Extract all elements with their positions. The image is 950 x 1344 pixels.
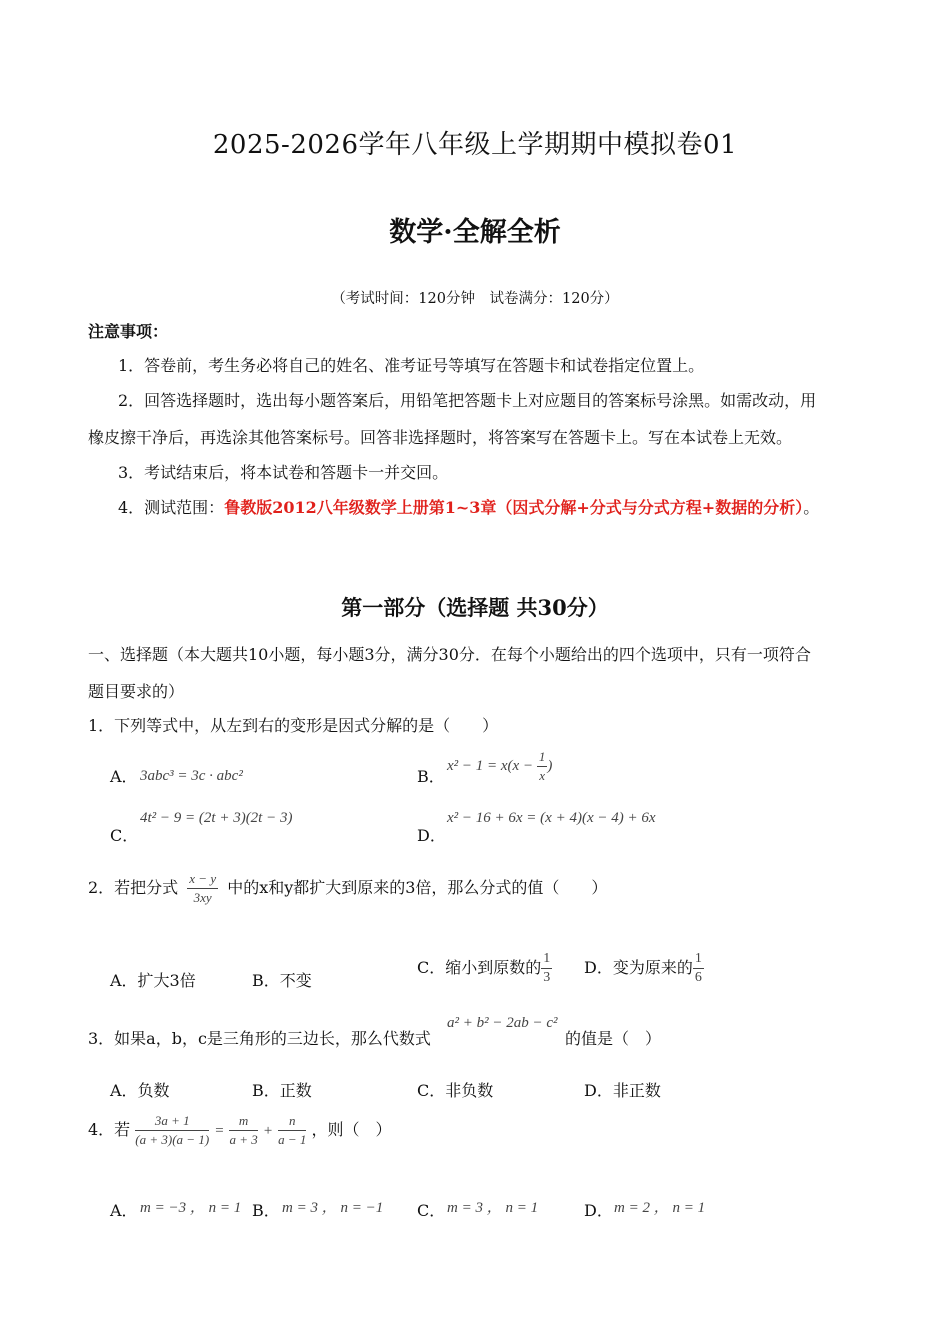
q3-option-d: D．非正数 bbox=[584, 1081, 661, 1100]
q2-c-den: 3 bbox=[543, 970, 551, 985]
q3-option-c: C．非负数 bbox=[417, 1081, 494, 1100]
q2-d-fraction bbox=[693, 950, 704, 987]
q2-fraction bbox=[187, 870, 218, 907]
q4-t2-num: n bbox=[278, 1112, 306, 1131]
q1-option-b-label: B． bbox=[417, 767, 445, 786]
notice-item-2-line-1: 2．回答选择题时，选出每小题答案后，用铅笔把答题卡上对应题目的答案标号涂黑。如需改动，用 bbox=[118, 391, 817, 410]
q4-option-b-label: B． bbox=[252, 1201, 280, 1220]
page-subtitle: 数学·全解全析 bbox=[389, 217, 561, 248]
q4-t1-num: m bbox=[229, 1112, 257, 1131]
q2-frac-den: 3xy bbox=[193, 890, 212, 905]
notice-item-1: 1．答卷前，考生务必将自己的姓名、准考证号等填写在答题卡和试卷指定位置上。 bbox=[118, 356, 705, 375]
notice-item-2-line-2: 橡皮擦干净后，再选涂其他答案标号。回答非选择题时，将答案写在答题卡上。写在本试卷上无效。 bbox=[88, 428, 793, 447]
q2-option-a: A．扩大3倍 bbox=[110, 971, 196, 990]
question-4-stem bbox=[88, 1112, 391, 1149]
q4-stem-prefix: 4．若 bbox=[88, 1120, 131, 1139]
q4-plus: + bbox=[262, 1123, 273, 1139]
q3-stem-suffix: 的值是（ ） bbox=[565, 1029, 662, 1048]
question-2-stem bbox=[88, 870, 607, 907]
q4-option-d-label: D． bbox=[584, 1201, 613, 1220]
q3-option-b: B．正数 bbox=[252, 1081, 312, 1100]
q2-option-d bbox=[584, 950, 704, 987]
q4-lhs-den: (a + 3)(a − 1) bbox=[135, 1132, 210, 1147]
q1-b-right: ) bbox=[547, 757, 553, 774]
q1-option-c-label: C． bbox=[110, 826, 139, 845]
q2-c-fraction bbox=[541, 950, 552, 987]
q4-lhs-fraction bbox=[135, 1112, 209, 1149]
q2-option-d-text: D．变为原来的 bbox=[584, 958, 693, 977]
q4-option-c-expr: m = 3 ， n = 1 bbox=[447, 1200, 539, 1216]
q4-equals: = bbox=[214, 1123, 225, 1139]
q4-term2-fraction bbox=[278, 1112, 306, 1149]
notice-item-4-prefix: 4．测试范围： bbox=[118, 498, 225, 517]
q1-b-frac-den: x bbox=[539, 768, 545, 783]
q3-option-a: A．负数 bbox=[110, 1081, 170, 1100]
q1-option-a-expr: 3abc³ = 3c · abc² bbox=[140, 768, 243, 784]
section-instructions-line-2: 题目要求的） bbox=[88, 682, 185, 701]
q4-option-c-label: C． bbox=[417, 1201, 446, 1220]
q1-b-left: x² − 1 = x(x − bbox=[447, 757, 534, 774]
q4-option-b-expr: m = 3 ， n = −1 bbox=[282, 1200, 384, 1216]
q2-stem-prefix: 2．若把分式 bbox=[88, 878, 179, 897]
q1-b-frac-num: 1 bbox=[537, 748, 548, 767]
notice-item-3: 3．考试结束后，将本试卷和答题卡一并交回。 bbox=[118, 463, 449, 482]
q2-frac-num: x − y bbox=[187, 870, 218, 889]
notice-item-4 bbox=[118, 498, 819, 518]
q2-d-num: 1 bbox=[693, 950, 704, 969]
part-one-title: 第一部分（选择题 共30分） bbox=[341, 595, 609, 620]
section-instructions-line-1: 一、选择题（本大题共10小题，每小题3分，满分30分．在每个小题给出的四个选项中，只有一项符合 bbox=[88, 645, 811, 664]
q4-t1-den: a + 3 bbox=[229, 1132, 258, 1147]
q2-option-b: B．不变 bbox=[252, 971, 312, 990]
q1-option-d-expr: x² − 16 + 6x = (x + 4)(x − 4) + 6x bbox=[447, 810, 656, 826]
notice-item-4-suffix: 。 bbox=[803, 498, 820, 517]
q4-option-d-expr: m = 2 ， n = 1 bbox=[614, 1200, 706, 1216]
q2-option-c-text: C．缩小到原数的 bbox=[417, 958, 542, 977]
q2-d-den: 6 bbox=[694, 970, 702, 985]
question-1-stem: 1．下列等式中，从左到右的变形是因式分解的是（ ） bbox=[88, 716, 499, 735]
test-scope: 鲁教版2012八年级数学上册第1~3章（因式分解+分式与分式方程+数据的分析） bbox=[224, 498, 804, 517]
q4-stem-suffix: ，则（ ） bbox=[311, 1120, 392, 1139]
exam-time-info: （考试时间：120分钟 试卷满分：120分） bbox=[331, 291, 619, 307]
q1-option-d-label: D． bbox=[417, 826, 446, 845]
q4-option-a-label: A． bbox=[110, 1201, 138, 1220]
q3-stem-prefix: 3．如果a，b，c是三角形的三边长，那么代数式 bbox=[88, 1029, 431, 1048]
q2-c-num: 1 bbox=[541, 950, 552, 969]
q1-option-b-expr bbox=[447, 748, 552, 785]
q4-term1-fraction bbox=[229, 1112, 257, 1149]
q4-t2-den: a − 1 bbox=[278, 1132, 307, 1147]
notice-heading: 注意事项： bbox=[88, 322, 169, 341]
q1-option-a-label: A． bbox=[110, 767, 138, 786]
q1-option-c-expr: 4t² − 9 = (2t + 3)(2t − 3) bbox=[140, 810, 293, 826]
q2-option-c bbox=[417, 950, 552, 987]
q3-expression: a² + b² − 2ab − c² bbox=[447, 1015, 558, 1031]
q2-stem-suffix: 中的x和y都扩大到原来的3倍，那么分式的值（ ） bbox=[227, 878, 608, 897]
page-title: 2025-2026学年八年级上学期期中模拟卷01 bbox=[212, 130, 738, 160]
q4-lhs-num: 3a + 1 bbox=[135, 1112, 209, 1131]
q4-option-a-expr: m = −3 ， n = 1 bbox=[140, 1200, 242, 1216]
q1-b-fraction bbox=[537, 748, 548, 785]
